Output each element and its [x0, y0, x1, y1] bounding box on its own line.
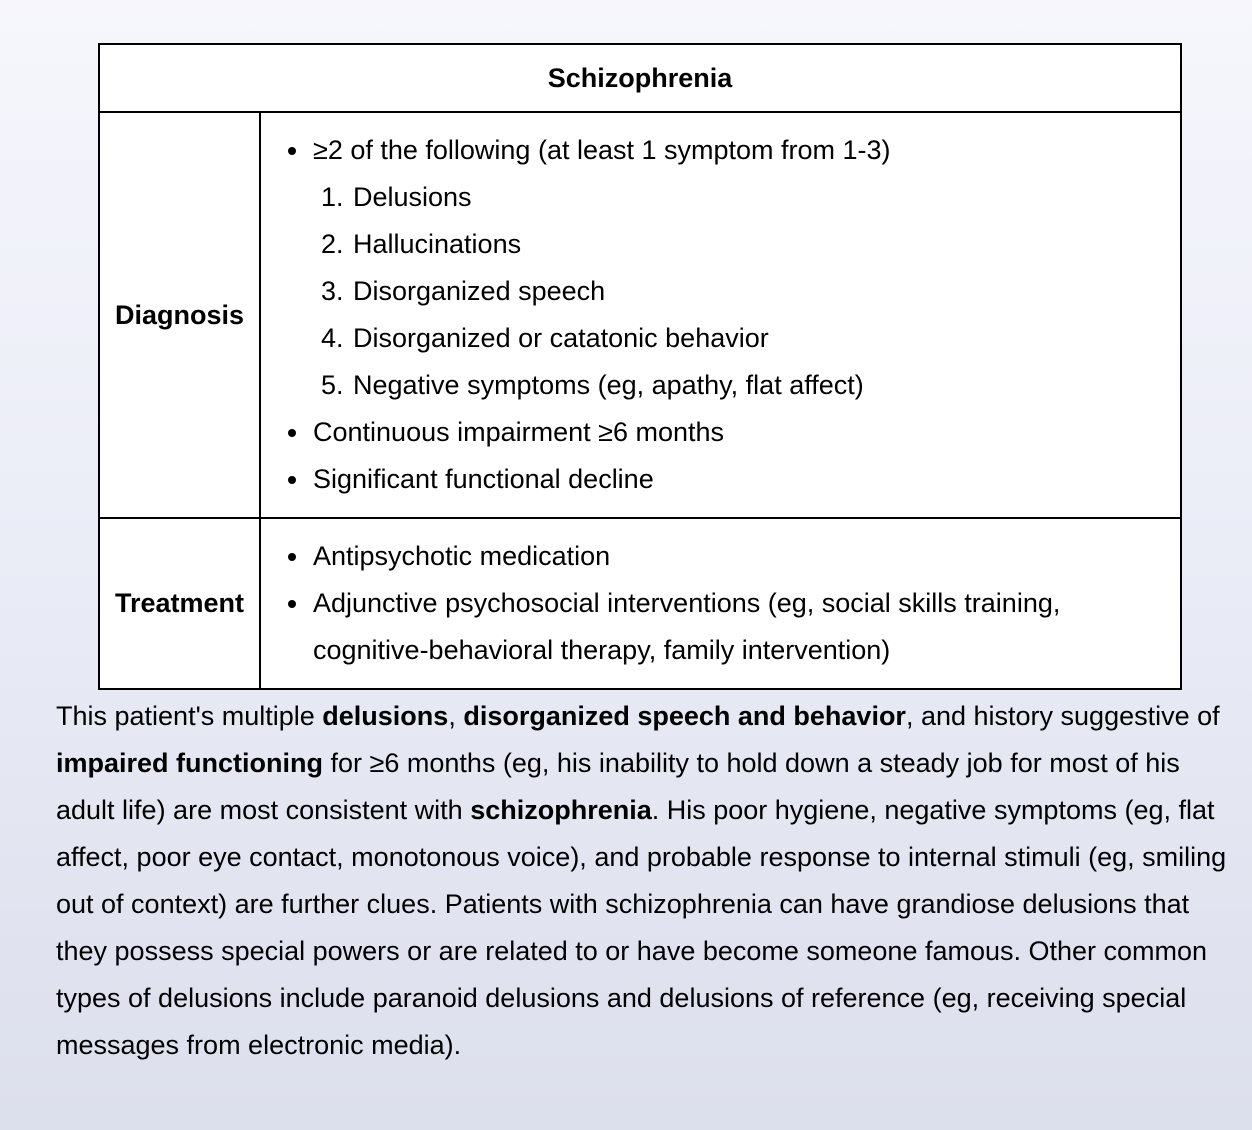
list-item: Significant functional decline [283, 456, 1160, 503]
diagnosis-row [99, 112, 1181, 518]
emphasis-delusions: delusions [322, 701, 449, 731]
treatment-row [99, 518, 1181, 689]
schizophrenia-summary-table [98, 43, 1182, 690]
diagnosis-label: Diagnosis [99, 112, 260, 518]
list-item: Continuous impairment ≥6 months [283, 409, 1160, 456]
diagnosis-criteria-list [283, 127, 1160, 503]
list-item: 2. Hallucinations [321, 229, 522, 259]
treatment-label: Treatment [99, 518, 260, 689]
emphasis-impaired-functioning: impaired functioning [56, 748, 323, 778]
list-item: 3. Disorganized speech [321, 276, 606, 306]
list-item: 4. Disorganized or catatonic behavior [321, 323, 769, 353]
criteria-intro: ≥2 of the following (at least 1 symptom from 1-3) [313, 135, 891, 165]
diagnosis-content [260, 112, 1181, 518]
symptom-text: Disorganized or catatonic behavior [353, 323, 769, 353]
symptom-text: Delusions [353, 182, 472, 212]
symptom-text: Negative symptoms (eg, apathy, flat affect) [353, 370, 864, 400]
list-item: 1. Delusions [321, 182, 472, 212]
symptom-text: Hallucinations [353, 229, 522, 259]
list-item: Adjunctive psychosocial interventions (eg, social skills training, cognitive-behavioral therapy, family intervention) [283, 580, 1160, 674]
summary-table-container [98, 43, 1182, 690]
list-item: Antipsychotic medication [283, 533, 1160, 580]
symptom-list [313, 174, 1160, 409]
table-header-row [99, 44, 1181, 112]
explanation-paragraph: This patient's multiple delusions, disorganized speech and behavior, and history suggestive of impaired functioning for ≥6 months (eg, his inability to hold down a steady job for most of his adult life) are most consistent with schizophrenia. His poor hygiene, negative symptoms (eg, flat affect, poor eye contact, monotonous voice), and probable response to internal stimuli (eg, smiling out of context) are further clues. Patients with schizophrenia can have grandiose delusions that they possess special powers or are related to or have become someone famous. Other common types of delusions include paranoid delusions and delusions of reference (eg, receiving special messages from electronic media). [56, 701, 1227, 1060]
emphasis-disorganized: disorganized speech and behavior [463, 701, 906, 731]
table-title: Schizophrenia [99, 44, 1181, 112]
emphasis-schizophrenia: schizophrenia [470, 795, 652, 825]
treatment-list [283, 533, 1160, 674]
list-item: 5. Negative symptoms (eg, apathy, flat affect) [321, 370, 864, 400]
treatment-content [260, 518, 1181, 689]
list-item [283, 127, 1160, 409]
symptom-text: Disorganized speech [353, 276, 606, 306]
